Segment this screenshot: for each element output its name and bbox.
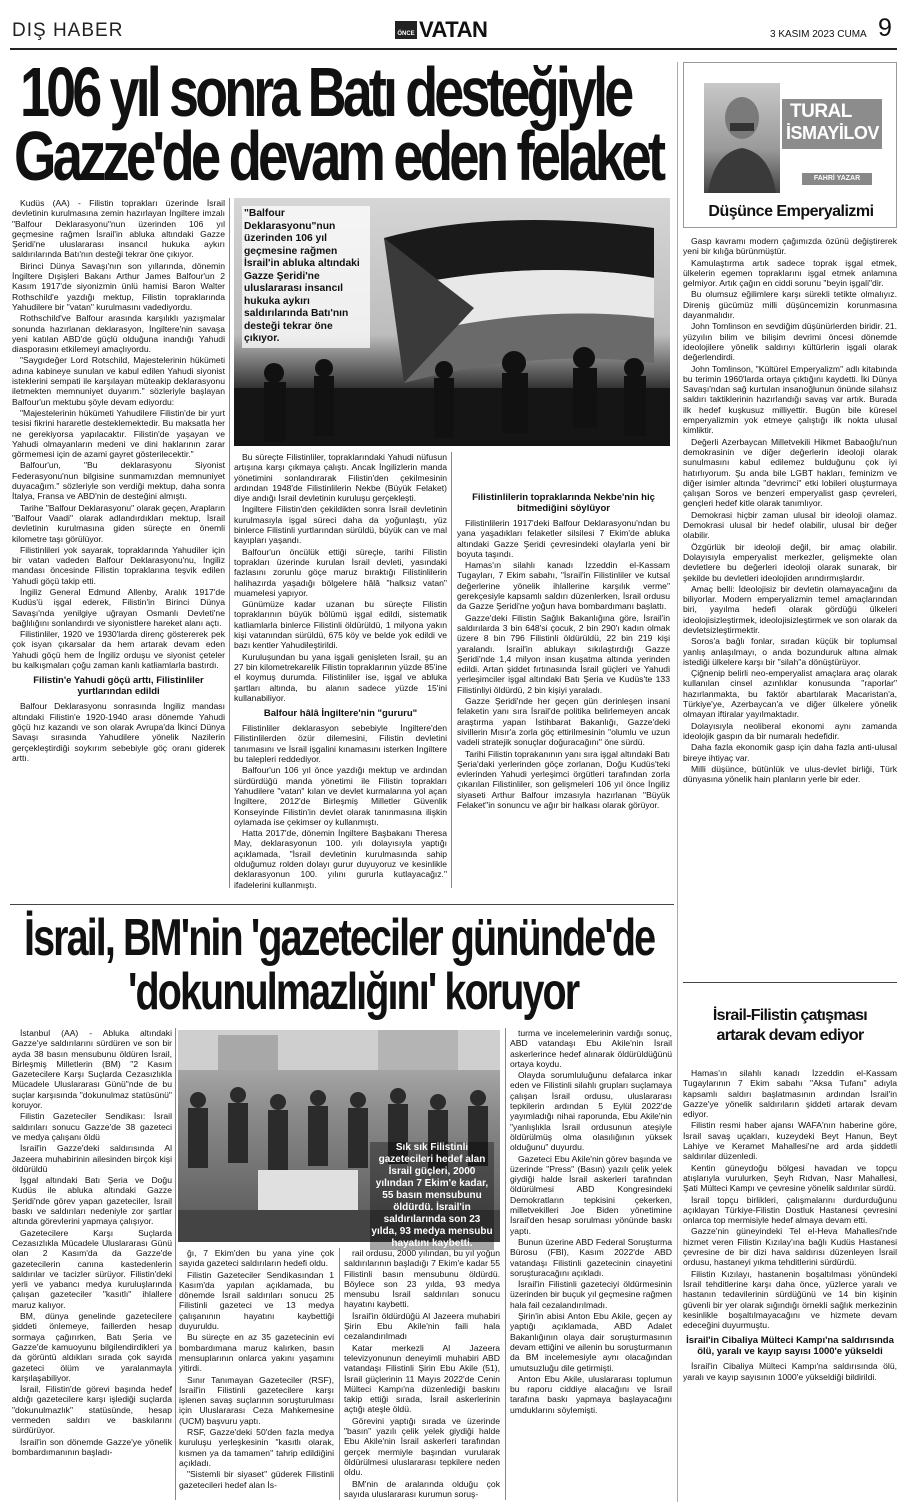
- paragraph: İsrail'in Gazze'deki saldırısında Al Jazeera muhabirinin ailesinden birçok kişi öldürüldü: [12, 1143, 172, 1174]
- paragraph: Amaç belli: İdeolojisiz bir devletin olamayacağını da biliyorlar. Modern emperyalizmin temel amaçlarından biri, yayılma hedefi olarak gördüğü ülkeleri ideolojisizleştirmek, ideolojisizleştirmek ve son olarak da devletsizleştirmektir.: [683, 583, 897, 635]
- paragraph: Hamas'ın silahlı kanadı İzzeddin el-Kassam Tugaylarının 7 Ekim sabahı "Aksa Tufanı" adıyla kapsamlı saldırı başlatmasının ardından İsrail'in Gazze'ye yönelik saldırıların şiddeti artarak devam ediyor.: [683, 1068, 897, 1120]
- paragraph: Demokrasi hiçbir zaman ulusal bir ideoloji olamaz. Demokrasi ulusal bir hedef olabilir, ulusal bir değer olabilir.: [683, 509, 897, 541]
- logo-text: VATAN: [419, 17, 488, 42]
- columnist-first-name: TURAL: [790, 101, 852, 122]
- paragraph: Bu süreçte Filistinliler, topraklarındaki Yahudi nüfusun artışına karşı çıkmaya çalıştı. Ancak İngilizlerin manda yönetimini sonlandırarak Filistin'den çekilmesinin ardından 1948'de Filistinlilerin Nekbe (Büyük Felaket) diye andığı İsrail devletinin kuruluşu gerçekleşti.: [234, 452, 447, 504]
- article1-headline-line2: Gazze'de devam eden felaket: [14, 117, 663, 195]
- paragraph: Gazeteci Ebu Akile'nin görev başında ve üzerinde "Press" (Basın) yazılı çelik yelek giydiği halde İsrail askerleri tarafından öldürülmesi ABD Kongresindeki Demokratların tepkisini çekerken, milletvekilleri Joe Biden yönetimine İsrail'den hesap sorulması yönünde baskı yaptı.: [510, 1153, 672, 1236]
- paragraph: İsrail, Filistin'de görevi başında hedef aldığı gazetecilere karşı işlediği suçlarda "dokunulmazlık" statüsünde, hesap vermeden saldırı ve baskılarını sürdürüyor.: [12, 1384, 172, 1436]
- paragraph: İsrail topçu birlikleri, çalışmalarını durdurduğunu açıklayan Türkiye-Filistin Dostluk Hastanesi çevresini onlarca top mermisiyle hedef almaya devam etti.: [683, 1194, 897, 1226]
- paragraph: Sınır Tanımayan Gazeteciler (RSF), İsrail'in Filistinli gazetecilere karşı işlenen savaş suçlarının soruşturulması için Uluslararası Ceza Mahkemesine (UCM) başvuru yaptı.: [179, 1374, 334, 1426]
- paragraph: BM, dünya genelinde gazetecilere şiddeti önlemeye, faillerden hesap sormaya çağırırken, Batı Şeria ve Gazze'de kamuoyunu bilgilendirdikleri ya da görüntü aldıkları sırada çok sayıda gazeteci ölüm ve yaralanmayla karşılaşabiliyor.: [12, 1311, 172, 1383]
- paragraph: Kudüs (AA) - Filistin toprakları üzerinde İsrail devletinin kurulmasına zemin hazırlayan İngiltere imzalı "Balfour Deklarasyonu"nun üzerinden 106 yıl geçmesine rağmen İsrail'in abluka altındaki Gazze Şeridi'ne uluslararası insancıl hukuka aykırı saldırılarında Batı'nın desteği tekrar öne çıkıyor.: [12, 198, 225, 260]
- paragraph: John Tomlinson, "Kültürel Emperyalizm" adlı kitabında bu terimin 1960'larda ortaya çıktığını kaydetti. İki Dünya Savaşı'ndan sağ kurtulan insanoğlunun önünde silahsız saldırı taktiklerinin hazırlandığı savaş var artık. Burada ilk hedef kuşkusuz milliyettir. Bugün bile küresel emperyalizmin yok etmeye çalıştığı ilk nokta ulusal kimliktir.: [683, 363, 897, 436]
- paragraph: Günümüze kadar uzanan bu süreçte Filistin topraklarının büyük bölümü işgal edildi, sistematik katliamlarla binlerce Filistinli öldürüldü, 1 milyona yakın kişi vatanından sürüldü, 675 köy ve belde yok edildi ve bazı kentler Yahudileştirildi.: [234, 599, 447, 651]
- paragraph: Filistin resmi haber ajansı WAFA'nın haberine göre, İsrail savaş uçakları, kuzeydeki Beyt Hanun, Beyt Lahiye ve Keramet Mahallesi'ne ard arda şiddetli saldırılar düzenledi.: [683, 1120, 897, 1162]
- subheading: Balfour hâlâ İngiltere'nin "gururu": [263, 708, 418, 720]
- paragraph: İsrail'in son dönemde Gazze'ye yönelik bombardımanının başladı-: [12, 1436, 172, 1457]
- paragraph: Bu olumsuz eğilimlere karşı sürekli tetikte olmalıyız. Direniş gücümüz milli düşüncemizin korunmasına dayanmalıdır.: [683, 289, 897, 321]
- paragraph: Tarihi Filistin toprakanının yanı sıra işgal altındaki Batı Şeria'daki yerlerinden göçe zorlanan, Doğu Kudüs'teki evlerinden Yahudi yerleşimci örgütleri tarafından zorla çıkarılan Filistinliler, son gelişmeleri 106 yıl önce İngiliz siyaseti Arthur Balfour imzasıyla hazırlanan "Büyük Felaket"in sonuncu ve ağır bir halkası olarak görüyor.: [457, 748, 670, 811]
- paragraph: Gazze'nin güneyindeki Tel el-Heva Mahallesi'nde hizmet veren Filistin Kızılay'ına bağlı Kudüs Hastanesi çevresine de bir dizi hava saldırısı düzenleyen İsrail ordusu, hastaneyi yıkma tehditlerini sürdürdü.: [683, 1226, 897, 1268]
- article1-photo-caption: "Balfour Deklarasyonu"nun üzerinden 106 yıl geçmesine rağmen İsrail'in abluka altındaki Gazze Şeridi'ne uluslararası insancıl hukuka aykırı saldırılarında Batı'nın desteği tekrar öne çıkıyor.: [242, 206, 370, 348]
- paragraph: Filistin Gazeteciler Sendikası: İsrail saldırıları sonucu Gazze'de 38 gazeteci ve medya çalışanı öldü: [12, 1111, 172, 1142]
- paragraph: Olayda sorumluluğunu defalarca inkar eden ve Filistinli silahlı grupları suçlamaya çalışan İsrail ordusu, uluslararası tepkilerin ardından 5 Eylül 2022'de yayımladığı nihai raporunda, Ebu Akile'nin "yanlışlıkla İsrail ordusunun ateşiyle öldürülmüş olma olasılığının yüksek olduğunu" duyurdu.: [510, 1070, 672, 1153]
- article1-column-3: [457, 452, 670, 888]
- logo-badge: ÖNCE: [395, 21, 417, 39]
- paragraph: Özgürlük bir ideoloji değil, bir amaç olabilir. Dolayısıyla emperyalist merkezler, gelişmekte olan devletlere bu değerleri ideoloji olarak sunarak, bir şekilde bu devletleri ideolojiden arındırmışlardır.: [683, 541, 897, 583]
- article1-photo: [234, 198, 670, 446]
- columnist-badge: FAHRİ YAZAR: [802, 173, 872, 185]
- paragraph: turma ve incelemelerinin vardığı sonuç, ABD vatandaşı Ebu Akile'nin İsrail askerlerince hedef alınarak öldürüldüğünü ortaya koydu.: [510, 1028, 672, 1069]
- paragraph: Filistinliler, 1920 ve 1930'larda direnç göstererek pek çok isyan çıkarsalar da hem artarak devam eden Yahudi göçü hem de İngiliz orduşu ve siyonist çeteler bu kalkışmaları çoğu zaman kanlı katliamlarla bastırdı.: [12, 629, 225, 671]
- article2-headline: [10, 909, 674, 1022]
- sidebar-headline-line2: artarak devam ediyor: [716, 1027, 864, 1044]
- paragraph: Şirin'in abisi Anton Ebu Akile, geçen ay yaptığı açıklamada, ABD Adalet Bakanlığının olaya dair soruşturmasının devam ettiğini ve ailenin bu soruşturmanın da BM incelemesiyle aynı olacağından umutsuzluğu dile getirmişti.: [510, 1311, 672, 1373]
- paragraph: ğı, 7 Ekim'den bu yana yine çok sayıda gazeteci saldırıların hedefi oldu.: [179, 1248, 334, 1269]
- paragraph: RSF, Gazze'deki 50'den fazla medya kuruluşu yerleşkesinin "kasıtlı olarak, kısmen ya da tamamen" tahrip edildiğini açıkladı.: [179, 1427, 334, 1468]
- paragraph: İsrail'in öldürdüğü Al Jazeera muhabiri Şirin Ebu Akile'nin faili hala cezalandırılmadı: [344, 1310, 500, 1342]
- paragraph: "Majestelerinin hükümeti Yahudilere Filistin'de bir yurt tesisi fikrini hararetle desteklemektedir. Bu maksatla her ne gerekiyorsa yapılacaktır. Filistin'de yaşayan ve Yahudi olmayanların medeni ve dini haklarının zarar görmemesi için de azami gayret gösterilecektir.": [12, 407, 225, 460]
- columnist-last-name: İSMAYİLOV: [786, 123, 879, 143]
- paragraph: İngiltere Filistin'den çekildikten sonra İsrail devletinin kurulmasıyla işgal süreci daha da yoğunlaştı, yüz binlerce Filistinli yurtlarından sürüldü, büyük can ve mal kayıpları yaşandı.: [234, 504, 447, 546]
- column-title: Düşünce Emperyalizmi: [708, 203, 874, 220]
- paragraph: Balfour'un 106 yıl önce yazdığı mektup ve ardından sürdürdüğü manda yönetimi ile Filistin toprakları Yahudilere "vatan" kılan ve devlet kurmalarına yol açan İngiltere, 2012'de Birleşmiş Milletler Güvenlik Konseyinde Filistin'in devlet olarak tanınmasına ilişkin oylamada ise çekimser oy kullanmıştı.: [234, 765, 447, 827]
- paragraph: Dolayısıyla neoliberal ekonomi aynı zamanda ideolojik gaspın da bir numaralı hedefidir.: [683, 720, 897, 741]
- article1-column-2: [234, 452, 447, 888]
- columnist-box: [683, 62, 897, 228]
- article2-headline-line2: 'dokunulmazlığını' koruyor: [128, 963, 579, 1021]
- paragraph: Birinci Dünya Savaşı'nın son yıllarında, dönemin İngiltere Dışişleri Bakanı Arthur James Balfour'un 2 Kasım 1917'de siyonizmin ünlü hamisi Baron Walter Rothschild'e yazdığı mektup, Filistin topraklarında Yahudilere bir "vatan" kurulmasını vadediyordu.: [12, 260, 225, 312]
- paragraph: Rothschild've Balfour arasında karşılıklı yazışmalar sonunda hazırlanan deklarasyon, İngiltere'nin savaşa yeni katılan ABD'de güçlü olduğuna inandığı Yahudi diasporasını etkilemeyi amaçlıyordu.: [12, 313, 225, 355]
- paragraph: Çiğnenip belirli neo-emperyalist amaçlara araç olarak kullanılan cinsel azınlıklar konusunda "raporlar" hazırlanmakta, bu faktör abartılarak Macaristan'a, Türkiye'ye, Azerbaycan'a ve diğer ülkelere yönelik olmayan iftiralar yayılmaktadır.: [683, 668, 897, 720]
- sidebar-news-headline: [683, 1006, 897, 1066]
- paragraph: Filistinlilerin 1917'deki Balfour Deklarasyonu'ndan bu yana yaşadıkları felaketler silsilesi 7 Ekim'de abluka altındaki Gazze Şeridi çevresindeki olaylarla yeni bir boyuta taşındı.: [457, 518, 670, 559]
- paragraph: rail ordusu, 2000 yılından, bu yıl yoğun saldırılarının başladığı 7 Ekim'e kadar 55 Filistinli basın mensubunu öldürdü. Böylece son 23 yılda, 93 medya mensubu İsrail saldırıları sonucu hayatını kaybetti.: [344, 1248, 500, 1310]
- paragraph: İsrail'in Cibaliya Mülteci Kampı'na saldırısında ölü, yaralı ve kayıp sayısının 1000'e yükseldiği bildirildi.: [683, 1361, 897, 1382]
- paragraph: Gazze'deki Filistin Sağlık Bakanlığına göre, İsrail'in saldırılarda 3 bin 648'si çocuk, 2 bin 290'ı kadın olmak üzere 8 bin 796 Filistinli öldürüldü, 22 bin 219 kişi yaralandı. İsrail'in ablukayı sıkılaştırdığı Gazze Şeridi'nde 1,4 milyon insan kuşatma altında yerinden edildi. Artan şiddet fırtınasında İsrail güçleri ve Yahudi yerleşimciler işgal altındaki Batı Şeria ve Kudüs'te 133 Filistinliyi öldürdü, 2 bin kişiyi yaraladı.: [457, 612, 670, 695]
- columnist-name-panel: [782, 99, 882, 149]
- paragraph: İngiliz General Edmund Allenby, Aralık 1917'de Kudüs'ü işgal ederek, Filistin'in Birinci Dünya Savaşı'nda yenilgiye uğrayan Osmanlı Devleti'ne bağlılığını sonlandırdı ve siyonistlere hareket alanı açtı.: [12, 586, 225, 628]
- paragraph: Gasp kavramı modern çağımızda özünü değiştirerek yeni bir kılığa bürünmüştür.: [683, 236, 897, 257]
- issue-date: 3 KASIM 2023 CUMA: [770, 29, 867, 40]
- portrait-illustration: [704, 83, 780, 193]
- paragraph: İşgal altındaki Batı Şeria ve Doğu Kudüs ile abluka altındaki Gazze Şeridi'nde görev yapan gazeteciler, İsrail baskı ve saldırıları nedeniyle zor şartlar altında görevlerini yapmaya çalışıyor.: [12, 1175, 172, 1227]
- page-number: 9: [878, 14, 892, 42]
- article2-column-3: [344, 1248, 500, 1500]
- article2-column-2: [179, 1248, 334, 1500]
- article2-column-1: [12, 1028, 172, 1500]
- paragraph: "Sistemli bir siyaset" güderek Filistinli gazetecileri hedef alan İs-: [179, 1469, 334, 1490]
- article1-headline-line1: 106 yıl sonra Batı desteğiyle: [20, 53, 631, 131]
- paragraph: Anton Ebu Akile, uluslararası toplumun bu raporu ciddiye alacağını ve İsrail tarafına baskı yapmaya başlayacağını umduklarını söylemişti.: [510, 1373, 672, 1415]
- section-label: DIŞ HABER: [12, 20, 124, 41]
- paragraph: Gazetecilere Karşı Suçlarda Cezasızlıkla Mücadele Uluslararası Günü olan 2 Kasım'da da Gazze'de gazetecilerin canına kastedenlerin saldırılar ve tacizler sürüyor. Filistin'deki yerli ve yabancı medya kuruluşlarında çalışan gazeteciler "kasıtlı" ihlallere maruz kalıyor.: [12, 1227, 172, 1310]
- paragraph: Katar merkezli Al Jazeera televizyonunun deneyimli muhabiri ABD vatandaşı Filistinli Şirin Ebu Akile (51), İsrail güçlerinin 11 Mayıs 2022'de Cenin Mülteci Kampı'na düzenlediği baskını takip ettiği sırada, İsrail askerlerinin açtığı ateşle öldü.: [344, 1342, 500, 1415]
- paragraph: Görevini yaptığı sırada ve üzerinde "basın" yazılı çelik yelek giydiği halde Ebu Akile'nin İsrail askerleri tarafından gerçek mermiyle başından vurularak öldürülmesi uluslararası tepkilere neden oldu.: [344, 1415, 500, 1478]
- paragraph: İsrail'in Filistinli gazeteciyi öldürmesinin üzerinden bir buçuk yıl geçmesine rağmen hala fail cezalandırılmadı.: [510, 1279, 672, 1310]
- subheading: Filistinlilerin topraklarında Nekbe'nin hiç bitmediğini söylüyor: [472, 492, 655, 514]
- paragraph: Filistinlileri yok sayarak, topraklarında Yahudiler için bir vatan vadeden Balfour Deklarasyonu'nu, İngiliz mandası öncesinde Filistin topraklarına teşvik edilen Yahudi göçü takip etti.: [12, 544, 225, 586]
- article2-photo-caption: Sık sık Filistinli gazetecileri hedef alan İsrail güçleri, 2000 yılından 7 Ekim'e kadar, 55 basın mensubunu öldürdü. İsrail'in saldırılarında son 23 yılda, 93 medya mensubu hayatını kaybetti.: [371, 1142, 493, 1249]
- columnist-photo: [704, 83, 780, 193]
- paragraph: Filistin Gazeteciler Sendikasından 1 Kasım'da yapılan açıklamada, bu dönemde İsrail saldırıları sonucu 25 Filistinli gazeteci ve 13 medya çalışanının hayatını kaybettiği duyuruldu.: [179, 1269, 334, 1332]
- sidebar-headline-line1: İsrail-Filistin çatışması: [712, 1007, 868, 1024]
- paragraph: Balfour'un öncülük ettiği süreçle, tarihi Filistin toprakları üzerinde kurulan İsrail devleti, yasındaki fazlasını zorunlu göçe maruz bıraktığı Filistinlilerin halihazırda yaşadığı bölgelere hâlâ "halksız vatan" muamelesi yapıyor.: [234, 546, 447, 598]
- paragraph: Filistinliler deklarasyon sebebiyle İngiltere'den Filistinlilerden özür dilemesini, Filistin devletini tanımasını ve İsrail işgalini kınamasını isterken İngiltere bu talepleri reddediyor.: [234, 723, 447, 765]
- paragraph: Tarihe "Balfour Deklarasyonu" olarak geçen, Arapların "Balfour Vaadi" olarak adlandırdıkları mektup, İsrail devletinin kurulmasına giden süreçte en önemli kilometre taşı görülüyor.: [12, 502, 225, 544]
- paragraph: Balfour'un, "Bu deklarasyonu Siyonist Federasyonu'nun bilgisine sunmamızdan memnuniyet duyacağım." sözleriyle son verdiği mektup, daha sonra İtalya, Fransa ve ABD'nin de desteğini almıştı.: [12, 460, 225, 502]
- paragraph: Balfour Deklarasyonu sonrasında İngiliz mandası altındaki Filistin'e 1920-1940 arası dönemde Yahudi göçü hız kazandı ve son olarak Avrupa'da İkinci Dünya Savaşı sırasında Yahudilere yönelik Nazilerin gerçekleştirdiği soykırım sebebiyle göç oranı giderek arttı.: [12, 701, 225, 763]
- page-header: [0, 0, 907, 48]
- subheading: İsrail'in Cibaliya Mülteci Kampı'na saldırısında ölü, yaralı ve kayıp sayısı 1000'e yükseldi: [686, 1335, 894, 1358]
- paragraph: Soros'a bağlı fonlar, sıradan küçük bir toplumsal yanlış anlaşılmayı, o anda bozunduruk altına almak istediği ülkelere karşı bir "silah"a dönüştürüyor.: [683, 636, 897, 667]
- column-body: [683, 236, 897, 974]
- article2-photo: [178, 1030, 500, 1249]
- paragraph: Milli düşünce, bütünlük ve ulus-devlet birliği, Türk dünyasına yönelik hain planların yerle bir eder.: [683, 763, 897, 785]
- paragraph: Gazze Şeridi'nde her geçen gün derinleşen insani felaketin yanı sıra İsrail'de politika belirlemeyen ancak araştırma yapan İstihbarat Bakanlığı, Gazze'deki sivillerin Mısır'a zorla göç ettirilmesinin "olumlu ve uzun vadeli stratejik sonuçlar doğuracağını" öne sürdü.: [457, 696, 670, 748]
- paragraph: Kamulaştırma artık sadece toprak işgal etmek, ülkelerin egemen topraklarını işgal etmek anlamına gelmiyor. Artık çağın en ciddi sorunu "beyin işgali"dir.: [683, 257, 897, 289]
- article1-column-1: [12, 198, 225, 898]
- paragraph: Daha fazla ekonomik gasp için daha fazla anti-ulusal bireye ihtiyaç var.: [683, 742, 897, 763]
- paragraph: Bunun üzerine ABD Federal Soruşturma Bürosu (FBI), Kasım 2022'de ABD vatandaşı Filistinli gazetecinin cinayetini soruşturacağını açıkladı.: [510, 1236, 672, 1278]
- paragraph: Değerli Azerbaycan Milletvekili Hikmet Babaoğlu'nun demokrasinin ve diğer değerlerin ideoloji olarak sunulmasını kabul edilemez bulduğunu çok iyi hatırlıyorum. Şu anda bile LGBT hakları, feminizm ve diğer isimler altında "devrimci" etki lobileri oluşturmaya çalışan Soros ve benzeri emperyalist gasp çevreleri, gençleri hedef kitle olarak tanımlıyor.: [683, 436, 897, 509]
- paragraph: Kentin güneydoğu bölgesi havadan ve topçu atışlarıyla vurulurken, Şeyh Rıdvan, Nasr Mahallesi, Şati Mülteci Kampı ve çevresine yönelik saldırılar sürdü.: [683, 1162, 897, 1194]
- paragraph: Kuruluşundan bu yana işgali genişleten İsrail, şu an 27 bin kilometrekarelik Filistin topraklarının yüzde 85'ine el koymuş durumda. Filistinliler ise, işgal ve abluka şartları altında, bu alanın sadece yüzde 15'ini kullanabiliyor.: [234, 651, 447, 703]
- paragraph: Hatta 2017'de, dönemin İngiltere Başbakanı Theresa May, deklarasyonun 100. yılı dolayısıyla yaptığı açıklamada, "İsrail devletinin kurulmasında sahip olduğumuz rolden dolayı gurur duyuyoruz ve kesinlikle deklarasyonun 100. yılını gururla kutlayacağız." ifadelerini kullanmıştı.: [234, 828, 447, 890]
- paragraph: "Saygıdeğer Lord Rotschild, Majestelerinin hükümeti adına kabineye sunulan ve kabul edilen Yahudi siyonist isteklerini sempati ile karşılayan müteakip deklarasyonu iletmekten memnuniyet duyarım." sözleriyle başlayan Balfour'un mektubu şöyle devam ediyordu:: [12, 355, 225, 407]
- paragraph: İstanbul (AA) - Abluka altındaki Gazze'ye saldırılarını sürdüren ve son bir ayda 38 basın mensubunu öldüren İsrail, Birleşmiş Milletlerin (BM) "2 Kasım Gazetecilere Karşı Suçlarda Cezasızlıkla Mücadele Uluslararası Günü"nde de bu suçlar karşısında "dokunulmaz statüsünü" koruyor.: [12, 1028, 172, 1111]
- sidebar-news-body: [683, 1068, 897, 1500]
- paragraph: BM'nin de aralarında olduğu çok sayıda uluslararası kurumun soruş-: [344, 1478, 500, 1499]
- paragraph: Bu süreçte en az 35 gazetecinin evi bombardımana maruz kalırken, basın mensuplarının onlarca yakını yaşamını yitirdi.: [179, 1332, 334, 1374]
- subheading: Filistin'e Yahudi göçü arttı, Filistinliler yurtlarından edildi: [33, 675, 204, 698]
- article2-column-4: [510, 1028, 672, 1500]
- paragraph: John Tomlinson en sevdiğim düşünürlerden biridir. 21. yüzyılın bilim ve bilişim devrimi öncesi dönemde ideolojilere yönelik saldırıyı kültürlerin işgali olarak değerlendirdi.: [683, 321, 897, 363]
- article1-headline: [12, 53, 672, 195]
- paragraph: Filistin Kızılayı, hastanenin boşaltılması yönündeki İsrail tehditlerine karşı daha önce, yüzlerce yaralı ve hastanın tedavilerinin sürdüğünü ve 14 bin kişinin güvenli bir yer olarak sığındığı örnekli sağlık merkezinin kesinlikle boşaltılmayacağını ve hizmete devam edeceğini duyurmuştu.: [683, 1268, 897, 1331]
- article2-headline-line1: İsrail, BM'nin 'gazeteciler gününde'de: [24, 909, 655, 967]
- paragraph: Hamas'ın silahlı kanadı İzzeddin el-Kassam Tugayları, 7 Ekim sabahı, "İsrail'in Filistinliler ve kutsal değerlerine yönelik ihlallerine karşılık verme" gerekçesiyle kapsamlı saldırı düzenlerken, İsrail ordusu da Gazze Şeridi'ne yoğun hava bombardımanı başlattı.: [457, 560, 670, 612]
- logo: [395, 19, 515, 43]
